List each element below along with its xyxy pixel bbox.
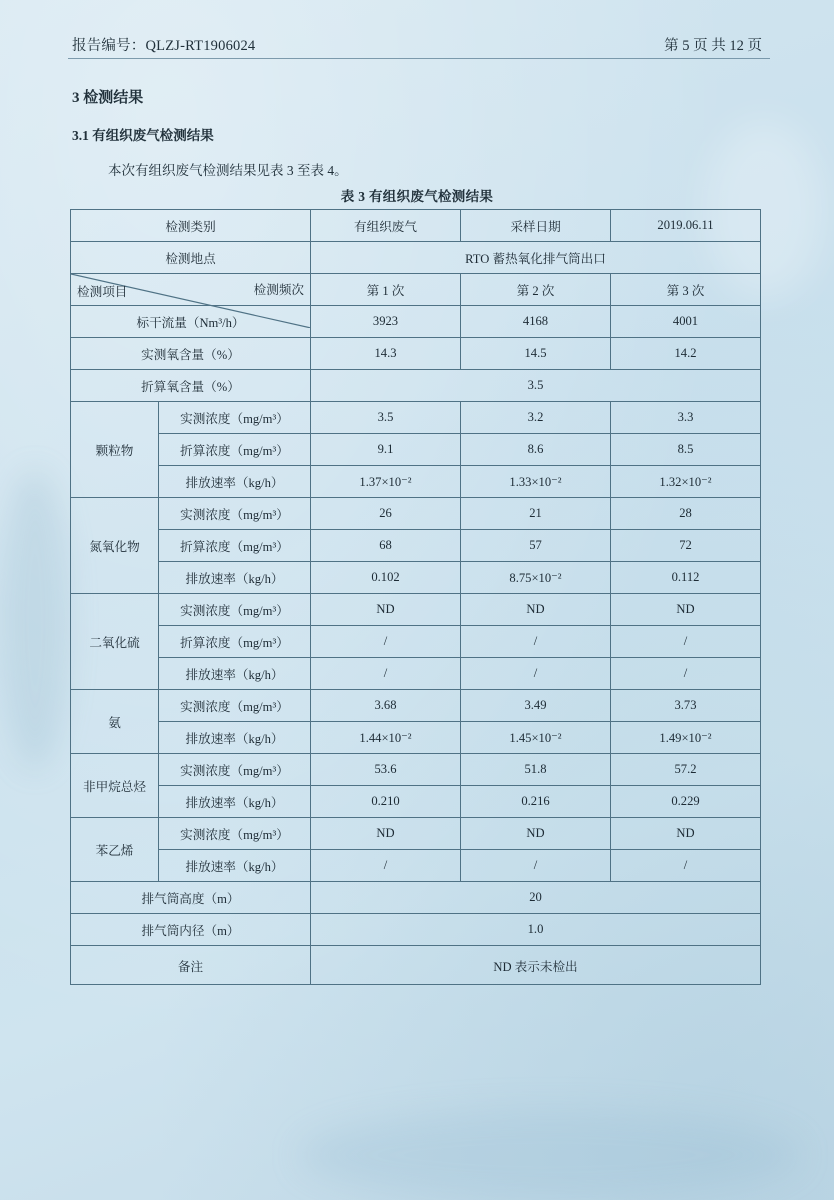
cell-diagonal-header bbox=[71, 274, 311, 306]
cell-value: 68 bbox=[311, 530, 461, 562]
cell-value: 1.0 bbox=[311, 914, 761, 946]
cell-value: 0.112 bbox=[611, 562, 761, 594]
cell-value: ND bbox=[461, 818, 611, 850]
cell-value: 51.8 bbox=[461, 754, 611, 786]
cell-value: 1.32×10⁻² bbox=[611, 466, 761, 498]
table-row bbox=[71, 370, 761, 402]
cell-value: 3.73 bbox=[611, 690, 761, 722]
cell-value: 9.1 bbox=[311, 434, 461, 466]
cell-value: 72 bbox=[611, 530, 761, 562]
group-label: 氮氧化物 bbox=[71, 498, 159, 594]
report-number-label: 报告编号： bbox=[72, 38, 146, 54]
table-row bbox=[71, 402, 761, 434]
cell-value: 4168 bbox=[461, 306, 611, 338]
table-row bbox=[71, 850, 761, 882]
table-row bbox=[71, 946, 761, 985]
cell-category-value: 有组织废气 bbox=[311, 210, 461, 242]
group-label: 颗粒物 bbox=[71, 402, 159, 498]
group-label: 氨 bbox=[71, 690, 159, 754]
cell-value: ND 表示未检出 bbox=[311, 946, 761, 985]
row-label: 排放速率（kg/h） bbox=[159, 786, 311, 818]
cell-value: / bbox=[461, 850, 611, 882]
cell-value: 1.44×10⁻² bbox=[311, 722, 461, 754]
row-label: 备注 bbox=[71, 946, 311, 985]
cell-value: 26 bbox=[311, 498, 461, 530]
cell-value: 14.5 bbox=[461, 338, 611, 370]
cell-category-label: 检测类别 bbox=[71, 210, 311, 242]
cell-freq-1: 第 1 次 bbox=[311, 274, 461, 306]
table-row bbox=[71, 274, 761, 306]
cell-value: 3.5 bbox=[311, 402, 461, 434]
report-number-value: QLZJ-RT1906024 bbox=[145, 38, 256, 54]
table-row bbox=[71, 242, 761, 274]
page-header bbox=[56, 34, 778, 64]
cell-value: 28 bbox=[611, 498, 761, 530]
cell-value: 57.2 bbox=[611, 754, 761, 786]
section-title: 3 检测结果 bbox=[72, 90, 144, 106]
cell-freq-2: 第 2 次 bbox=[461, 274, 611, 306]
diagonal-top-label: 检测频次 bbox=[253, 283, 304, 297]
group-label: 苯乙烯 bbox=[71, 818, 159, 882]
results-table bbox=[70, 209, 761, 985]
group-label: 非甲烷总烃 bbox=[71, 754, 159, 818]
row-label: 实测浓度（mg/m³） bbox=[159, 690, 311, 722]
subsection-title: 3.1 有组织废气检测结果 bbox=[72, 128, 214, 143]
document-body bbox=[56, 34, 778, 1154]
cell-value: 3.3 bbox=[611, 402, 761, 434]
row-label: 实测浓度（mg/m³） bbox=[159, 754, 311, 786]
row-label: 折算氧含量（%） bbox=[71, 370, 311, 402]
table-row bbox=[71, 818, 761, 850]
table-row bbox=[71, 466, 761, 498]
cell-value: 3923 bbox=[311, 306, 461, 338]
cell-value: ND bbox=[311, 818, 461, 850]
row-label: 排放速率（kg/h） bbox=[159, 466, 311, 498]
row-label: 折算浓度（mg/m³） bbox=[159, 434, 311, 466]
row-label: 排气筒内径（m） bbox=[71, 914, 311, 946]
table-row bbox=[71, 498, 761, 530]
cell-value: 8.6 bbox=[461, 434, 611, 466]
body-paragraph: 本次有组织废气检测结果见表 3 至表 4。 bbox=[108, 163, 348, 178]
cell-value: 3.2 bbox=[461, 402, 611, 434]
row-label: 实测浓度（mg/m³） bbox=[159, 498, 311, 530]
cell-date-label: 采样日期 bbox=[461, 210, 611, 242]
table-row bbox=[71, 434, 761, 466]
row-label: 排放速率（kg/h） bbox=[159, 850, 311, 882]
table-row bbox=[71, 562, 761, 594]
cell-value: 3.5 bbox=[311, 370, 761, 402]
table-row bbox=[71, 210, 761, 242]
cell-value: / bbox=[311, 626, 461, 658]
cell-value: 53.6 bbox=[311, 754, 461, 786]
cell-value: 8.75×10⁻² bbox=[461, 562, 611, 594]
report-number bbox=[72, 34, 255, 55]
row-label: 排放速率（kg/h） bbox=[159, 658, 311, 690]
table-row bbox=[71, 914, 761, 946]
row-label: 标干流量（Nm³/h） bbox=[71, 306, 311, 338]
cell-value: 3.49 bbox=[461, 690, 611, 722]
cell-value: / bbox=[311, 850, 461, 882]
table-row bbox=[71, 722, 761, 754]
cell-value: ND bbox=[311, 594, 461, 626]
header-divider bbox=[68, 58, 770, 59]
table-row bbox=[71, 658, 761, 690]
table-row bbox=[71, 594, 761, 626]
cell-value: 1.49×10⁻² bbox=[611, 722, 761, 754]
row-label: 实测浓度（mg/m³） bbox=[159, 402, 311, 434]
cell-value: 4001 bbox=[611, 306, 761, 338]
row-label: 实测浓度（mg/m³） bbox=[159, 594, 311, 626]
page-indicator: 第 5 页 共 12 页 bbox=[664, 38, 762, 54]
cell-freq-3: 第 3 次 bbox=[611, 274, 761, 306]
row-label: 折算浓度（mg/m³） bbox=[159, 530, 311, 562]
row-label: 折算浓度（mg/m³） bbox=[159, 626, 311, 658]
table-row bbox=[71, 882, 761, 914]
cell-site-label: 检测地点 bbox=[71, 242, 311, 274]
cell-value: / bbox=[611, 850, 761, 882]
row-label: 实测氧含量（%） bbox=[71, 338, 311, 370]
cell-value: 8.5 bbox=[611, 434, 761, 466]
cell-value: / bbox=[461, 658, 611, 690]
cell-value: 0.229 bbox=[611, 786, 761, 818]
table-row bbox=[71, 786, 761, 818]
group-label: 二氧化硫 bbox=[71, 594, 159, 690]
cell-value: 20 bbox=[311, 882, 761, 914]
cell-value: 1.45×10⁻² bbox=[461, 722, 611, 754]
row-label: 排放速率（kg/h） bbox=[159, 722, 311, 754]
table-row bbox=[71, 626, 761, 658]
table-row bbox=[71, 690, 761, 722]
cell-value: 0.102 bbox=[311, 562, 461, 594]
table-row bbox=[71, 338, 761, 370]
cell-value: ND bbox=[611, 818, 761, 850]
cell-value: / bbox=[611, 626, 761, 658]
diagonal-bottom-label: 检测项目 bbox=[77, 285, 128, 299]
cell-site-value: RTO 蓄热氧化排气筒出口 bbox=[311, 242, 761, 274]
row-label: 排放速率（kg/h） bbox=[159, 562, 311, 594]
cell-value: / bbox=[611, 658, 761, 690]
cell-value: 21 bbox=[461, 498, 611, 530]
table-row bbox=[71, 754, 761, 786]
table-row bbox=[71, 530, 761, 562]
cell-value: 1.33×10⁻² bbox=[461, 466, 611, 498]
cell-value: 0.210 bbox=[311, 786, 461, 818]
row-label: 排气筒高度（m） bbox=[71, 882, 311, 914]
cell-value: 0.216 bbox=[461, 786, 611, 818]
row-label: 实测浓度（mg/m³） bbox=[159, 818, 311, 850]
cell-value: 1.37×10⁻² bbox=[311, 466, 461, 498]
cell-value: ND bbox=[461, 594, 611, 626]
cell-value: 14.3 bbox=[311, 338, 461, 370]
cell-value: 14.2 bbox=[611, 338, 761, 370]
cell-value: / bbox=[461, 626, 611, 658]
cell-value: ND bbox=[611, 594, 761, 626]
cell-value: / bbox=[311, 658, 461, 690]
cell-value: 3.68 bbox=[311, 690, 461, 722]
table-caption: 表 3 有组织废气检测结果 bbox=[340, 189, 494, 204]
cell-value: 57 bbox=[461, 530, 611, 562]
cell-date-value: 2019.06.11 bbox=[611, 210, 761, 242]
